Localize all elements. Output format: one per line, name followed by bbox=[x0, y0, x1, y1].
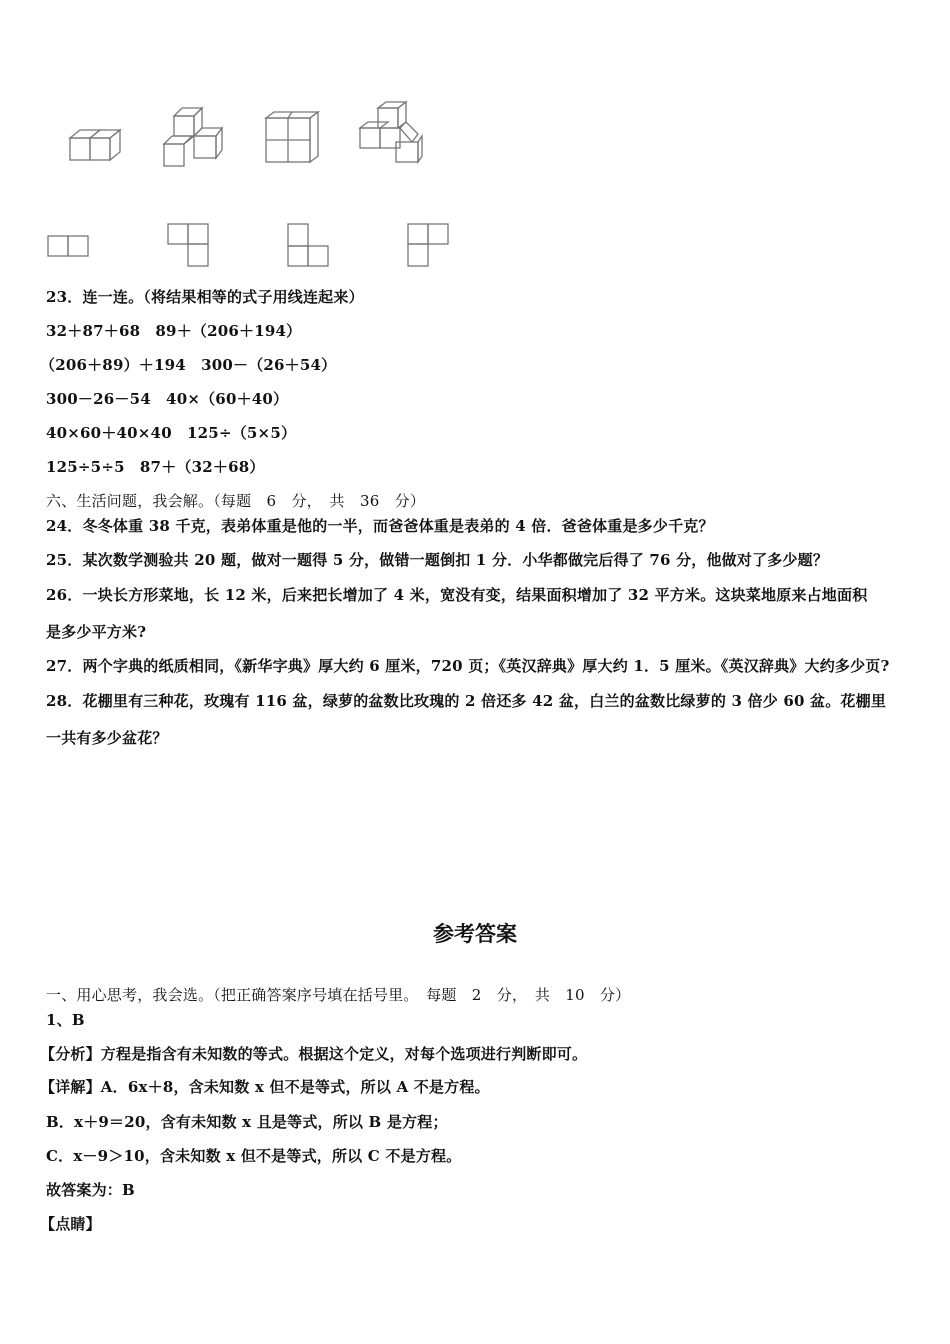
question-27: 27．两个字典的纸质相同，《新华字典》厚大约 6 厘米，720 页；《英汉辞典》厚大约 1．5 厘米。《英汉辞典》大约多少页? bbox=[46, 657, 890, 675]
answer-1: 1、B bbox=[46, 1011, 85, 1029]
plan-view-1 bbox=[46, 232, 92, 258]
question-26-line-1: 26．一块长方形菜地，长 12 米，后来把长增加了 4 米，宽没有变，结果面积增加了 32 平方米。这块菜地原来占地面积 bbox=[46, 586, 868, 604]
answer-option-c: C．x－9＞10，含未知数 x 但不是等式，所以 C 不是方程。 bbox=[46, 1147, 462, 1165]
q23-row-1: 32＋87＋68 89＋（206＋194） bbox=[46, 322, 302, 340]
question-26-line-2: 是多少平方米? bbox=[46, 623, 147, 641]
q23-row-4: 40×60＋40×40 125÷（5×5） bbox=[46, 424, 297, 442]
q23-row-2: （206＋89）＋194 300－（26＋54） bbox=[40, 356, 337, 374]
question-28-line-1: 28．花棚里有三种花，玫瑰有 116 盆，绿萝的盆数比玫瑰的 2 倍还多 42 盆，白兰的盆数比绿萝的 3 倍少 60 盆。花棚里 bbox=[46, 692, 887, 710]
plan-view-2 bbox=[166, 222, 212, 270]
q23-title: 23．连一连。（将结果相等的式子用线连起来） bbox=[46, 288, 364, 306]
cube-figure-3 bbox=[262, 108, 324, 168]
plan-view-3 bbox=[286, 222, 332, 270]
answer-final: 故答案为：B bbox=[46, 1181, 135, 1199]
q23-row-5: 125÷5÷5 87＋（32＋68） bbox=[46, 458, 265, 476]
answer-option-b: B．x＋9＝20，含有未知数 x 且是等式，所以 B 是方程； bbox=[46, 1113, 448, 1131]
question-25: 25．某次数学测验共 20 题，做对一题得 5 分，做错一题倒扣 1 分．小华都做完后得了 76 分，他做对了多少题？ bbox=[46, 551, 829, 569]
answers-section1-title: 一、用心思考，我会选。（把正确答案序号填在括号里。 每题 2 分， 共 10 分） bbox=[46, 986, 631, 1004]
plan-view-4 bbox=[406, 222, 452, 270]
question-24: 24．冬冬体重 38 千克，表弟体重是他的一半，而爸爸体重是表弟的 4 倍．爸爸体重是多少千克？ bbox=[46, 517, 714, 535]
section6-title: 六、生活问题，我会解。（每题 6 分， 共 36 分） bbox=[46, 492, 426, 510]
cube-figure-1 bbox=[66, 120, 126, 166]
q23-row-3: 300－26－54 40×（60＋40） bbox=[46, 390, 289, 408]
answers-heading: 参考答案 bbox=[433, 921, 517, 946]
cube-figure-2 bbox=[160, 104, 226, 170]
answer-comment: 【点睛】 bbox=[40, 1215, 101, 1233]
question-28-line-2: 一共有多少盆花？ bbox=[46, 729, 168, 747]
answer-analysis: 【分析】方程是指含有未知数的等式。根据这个定义，对每个选项进行判断即可。 bbox=[40, 1045, 588, 1063]
answer-detail: 【详解】A．6x＋8，含未知数 x 但不是等式，所以 A 不是方程。 bbox=[40, 1078, 490, 1096]
cube-figure-4 bbox=[356, 98, 426, 166]
